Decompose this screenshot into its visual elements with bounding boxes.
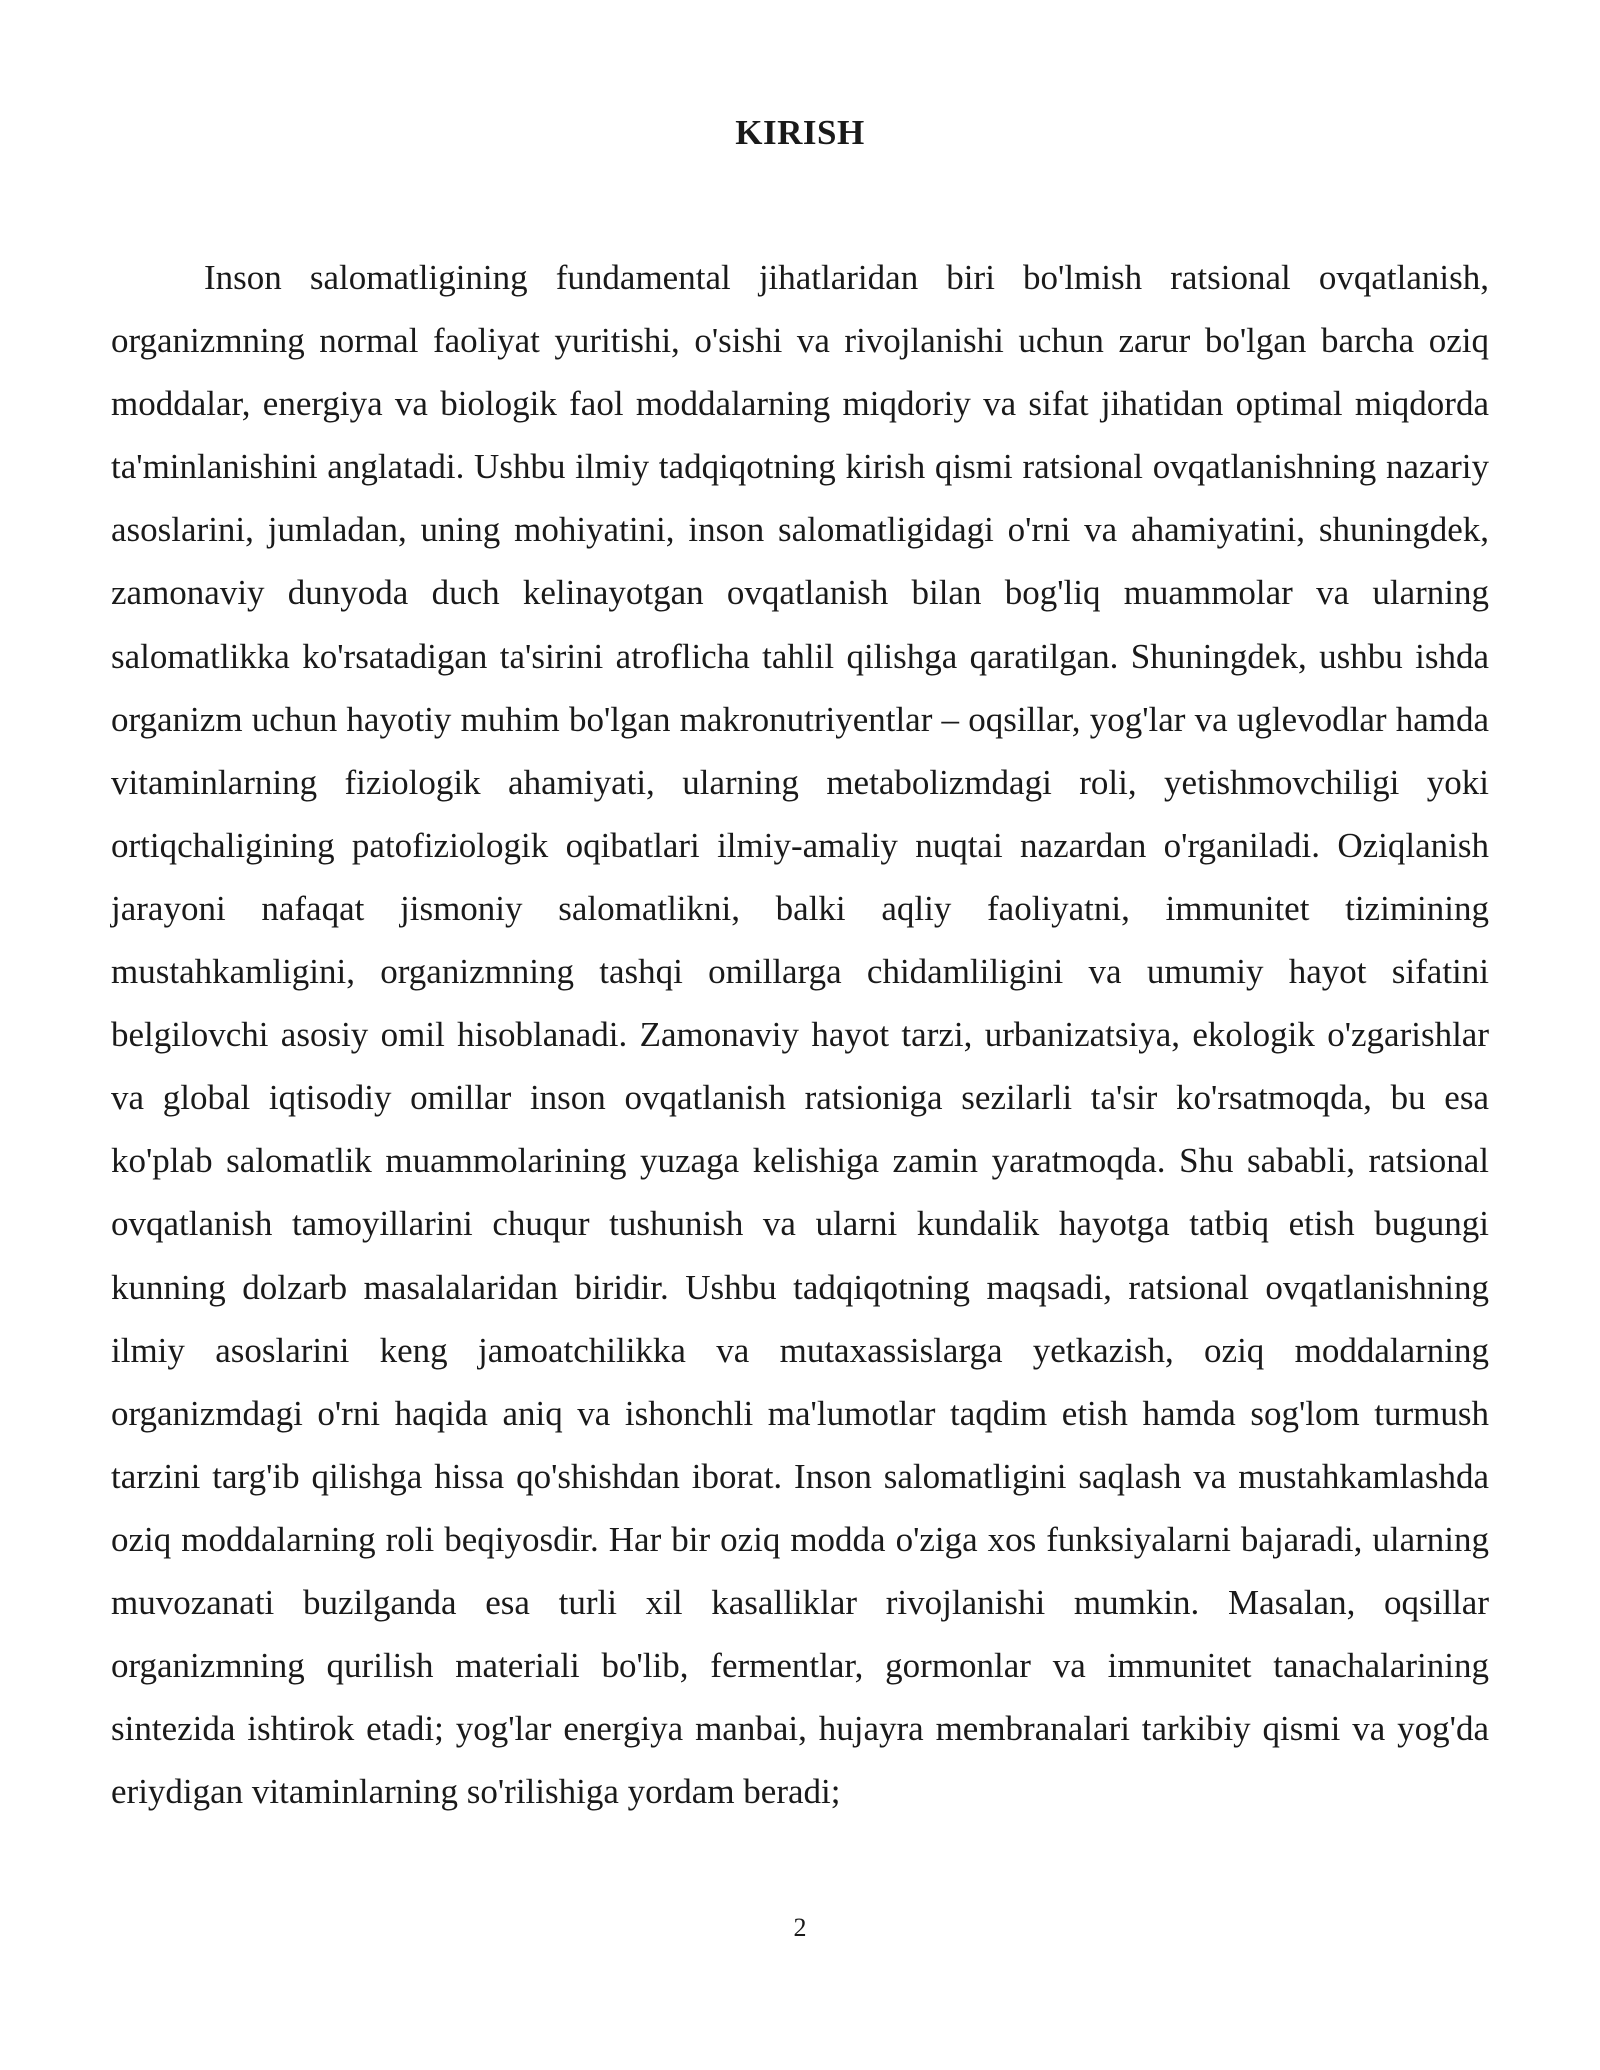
page-number: 2 bbox=[793, 1913, 807, 1942]
body-paragraph: Inson salomatligining fundamental jihatlaridan biri bo'lmish ratsional ovqatlanish, organizmning normal faoliyat yuritishi, o'sishi va rivojlanishi uchun zarur bo'lgan barcha oziq moddalar, energiya va biologik faol moddalarning miqdoriy va sifat jihatidan optimal miqdorda ta'minlanishini anglatadi. Ushbu ilmiy tadqiqotning kirish qismi ratsional ovqatlanishning nazariy asoslarini, jumladan, uning mohiyatini, inson salomatligidagi o'rni va ahamiyatini, shuningdek, zamonaviy dunyoda duch kelinayotgan ovqatlanish bilan bog'liq muammolar va ularning salomatlikka ko'rsatadigan ta'sirini atroflicha tahlil qilishga qaratilgan. Shuningdek, ushbu ishda organizm uchun hayotiy muhim bo'lgan makronutriyentlar – oqsillar, yog'lar va uglevodlar hamda vitaminlarning fiziologik ahamiyati, ularning metabolizmdagi roli, yetishmovchiligi yoki ortiqchaligining patofiziologik oqibatlari ilmiy-amaliy nuqtai nazardan o'rganiladi. Oziqlanish jarayoni nafaqat jismoniy salomatlikni, balki aqliy faoliyatni, immunitet tizimining mustahkamligini, organizmning tashqi omillarga chidamliligini va umumiy hayot sifatini belgilovchi asosiy omil hisoblanadi. Zamonaviy hayot tarzi, urbanizatsiya, ekologik o'zgarishlar va global iqtisodiy omillar inson ovqatlanish ratsioniga sezilarli ta'sir ko'rsatmoqda, bu esa ko'plab salomatlik muammolarining yuzaga kelishiga zamin yaratmoqda. Shu sababli, ratsional ovqatlanish tamoyillarini chuqur tushunish va ularni kundalik hayotga tatbiq etish bugungi kunning dolzarb masalalaridan biridir. Ushbu tadqiqotning maqsadi, ratsional ovqatlanishning ilmiy asoslarini keng jamoatchilikka va mutaxassislarga yetkazish, oziq moddalarning organizmdagi o'rni haqida aniq va ishonchli ma'lumotlar taqdim etish hamda sog'lom turmush tarzini targ'ib qilishga hissa qo'shishdan iborat. Inson salomatligini saqlash va mustahkamlashda oziq moddalarning roli beqiyosdir. Har bir oziq modda o'ziga xos funksiyalarni bajaradi, ularning muvozanati buzilganda esa turli xil kasalliklar rivojlanishi mumkin. Masalan, oqsillar organizmning qurilish materiali bo'lib, fermentlar, gormonlar va immunitet tanachalarining sintezida ishtirok etadi; yog'lar energiya manbai, hujayra membranalari tarkibiy qismi va yog'da eriydigan vitaminlarning so'rilishiga yordam beradi; bbox=[111, 258, 1489, 1812]
section-title: KIRISH bbox=[735, 113, 865, 152]
